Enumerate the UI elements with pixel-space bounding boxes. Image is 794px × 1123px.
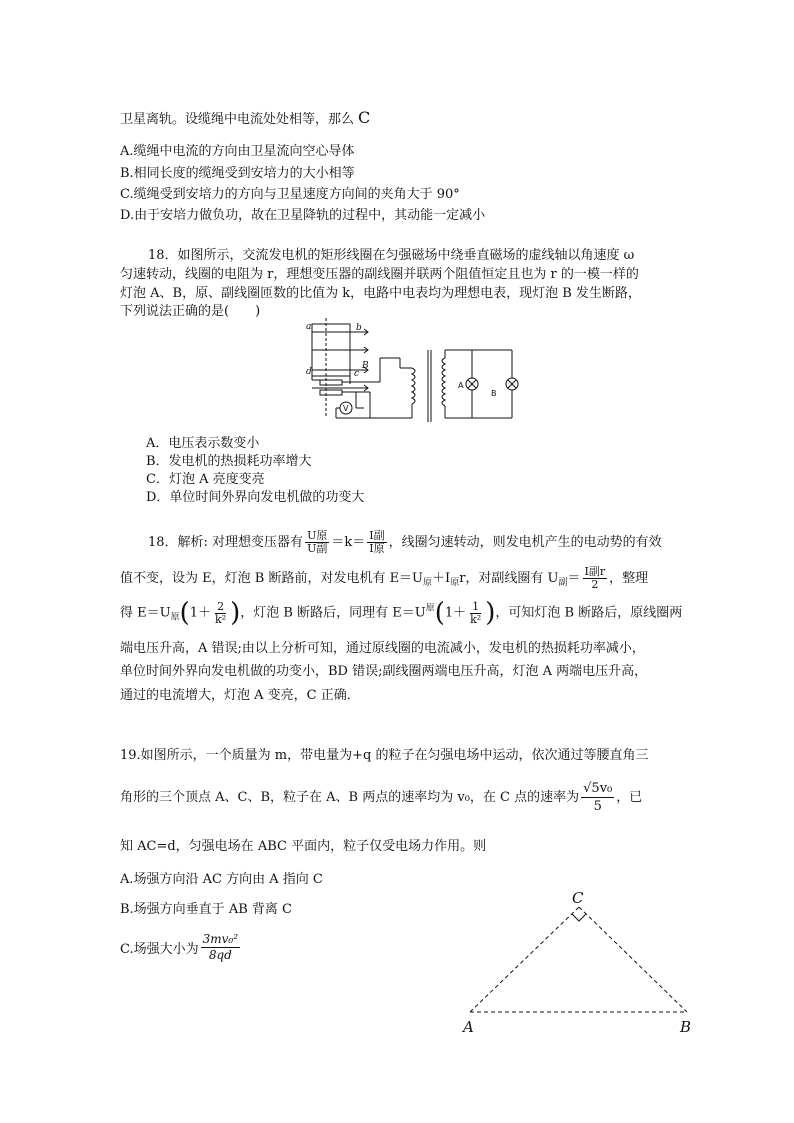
two-over-k2-fraction: $\frac{2}{\text{k²}}$ — [215, 599, 227, 626]
q18-stem-line-1: 18．如图所示，交流发电机的矩形线圈在匀强磁场中绕垂直磁场的虚线轴以角速度 ω — [148, 248, 635, 263]
q18-stem-line-3: 灯泡 A、B，原、副线圈匝数的比值为 k，电路中电表均为理想电表，现灯泡 B 发生断路， — [120, 286, 641, 301]
coil-label-a: a — [306, 322, 312, 332]
q17-option-a: A.缆绳中电流的方向由卫星流向空心导体 — [120, 144, 355, 159]
q19-line-2: 角形的三个顶点 A、C、B，粒子在 A、B 两点的速率均为 v₀，在 C 点的速率为 $\frac{\text{√5v₀}}{5}$ ，已 — [120, 781, 643, 814]
solution-line-4: 端电压升高，A 错误;由以上分析可知，通过原线圈的电流减小，发电机的热损耗功率减小， — [120, 641, 645, 656]
speed-fraction: $\frac{\text{√5v₀}}{5}$ — [583, 781, 613, 814]
q18-option-b: B．发电机的热损耗功率增大 — [146, 454, 312, 469]
ir-fraction: $\frac{\text{I副r}}{2}$ — [584, 565, 606, 591]
coil-label-b: b — [356, 323, 362, 333]
q17-option-b: B.相同长度的缆绳受到安培力的大小相等 — [120, 166, 355, 181]
q19-line-1: 19.如图所示，一个质量为 m，带电量为+q 的粒子在匀强电场中运动，依次通过等腰直角三 — [120, 748, 649, 763]
coil-label-c: c — [354, 369, 360, 379]
q17-option-d: D.由于安培力做负功，故在卫星降轨的过程中，其动能一定减小 — [120, 208, 486, 223]
solution-line-2: 值不变，设为 E，灯泡 B 断路前，对发电机有 $E=U_原+I_原r$，对副线圈有 $U_副=$ $\frac{\text{I副r}}{2}$ ，整理 — [120, 565, 649, 591]
one-over-k2-fraction: $\frac{1}{\text{k²}}$ — [470, 599, 482, 626]
q17-line-tail: 卫星离轨。设缆绳中电流处处相等，那么 C — [120, 108, 371, 127]
voltmeter-label: V — [343, 404, 349, 413]
ratio-i-fraction: $\frac{\text{I副}}{\text{I原}}$ — [369, 529, 385, 555]
lamp-b-label: B — [491, 389, 497, 398]
ratio-u-fraction: $\frac{\text{U原}}{\text{U副}}$ — [307, 529, 328, 555]
q17-option-c: C.缆绳受到安培力的方向与卫星速度方向间的夹角大于 90° — [120, 187, 460, 202]
q19-line-3: 知 AC=d，匀强电场在 ABC 平面内，粒子仅受电场力作用。则 — [120, 839, 487, 854]
q17-answer: C — [358, 108, 371, 127]
solution-line-5: 单位时间外界向发电机做的功变小，BD 错误;副线圈两端电压升高，灯泡 A 两端电压升高， — [120, 664, 648, 679]
field-label-b: B — [362, 361, 369, 371]
vertex-a-label: A — [463, 1018, 474, 1036]
solution-line-1: 18．解析: 对理想变压器有 $\frac{\text{U原}}{\text{U副}}$ ＝k＝ $\frac{\text{I副}}{\text{I原}}$ ，线圈匀速转动，则发电机产生的电动势的有效 — [148, 529, 662, 555]
q18-option-a: A．电压表示数变小 — [146, 436, 260, 451]
vertex-c-label: C — [572, 889, 584, 907]
q19-option-a: A.场强方向沿 AC 方向由 A 指向 C — [120, 872, 323, 887]
q18-stem-line-2: 匀速转动，线圈的电阻为 r，理想变压器的副线圈并联两个阻值恒定且也为 r 的一模一样的 — [120, 267, 639, 282]
vertex-b-label: B — [680, 1018, 692, 1036]
q19-triangle-figure — [455, 885, 705, 1045]
field-fraction: $\frac{\text{3mv₀²}}{8qd}$ — [202, 932, 239, 962]
solution-line-6: 通过的电流增大，灯泡 A 变亮，C 正确． — [120, 688, 360, 703]
q19-option-b: B.场强方向垂直于 AB 背离 C — [120, 902, 292, 917]
q18-option-d: D．单位时间外界向发电机做的功变大 — [146, 490, 365, 505]
q19-option-c: C.场强大小为 $\frac{\text{3mv₀²}}{8qd}$ — [120, 932, 239, 962]
q18-stem-line-4: 下列说法正确的是( ) — [120, 304, 261, 319]
q18-option-c: C．灯泡 A 亮度变亮 — [146, 472, 265, 487]
lamp-a-label: A — [458, 381, 464, 390]
q18-circuit-figure — [300, 318, 530, 426]
coil-label-d: d — [306, 367, 312, 377]
solution-line-3: 得 $E=U_原(1+$ $\frac{2}{\text{k²}}$ )，灯泡 B 断路后，同理有 $E=U^原(1+$ $\frac{1}{\text{k²}}$ )，可知灯泡 B 断路后，原线圈两 — [120, 598, 683, 628]
